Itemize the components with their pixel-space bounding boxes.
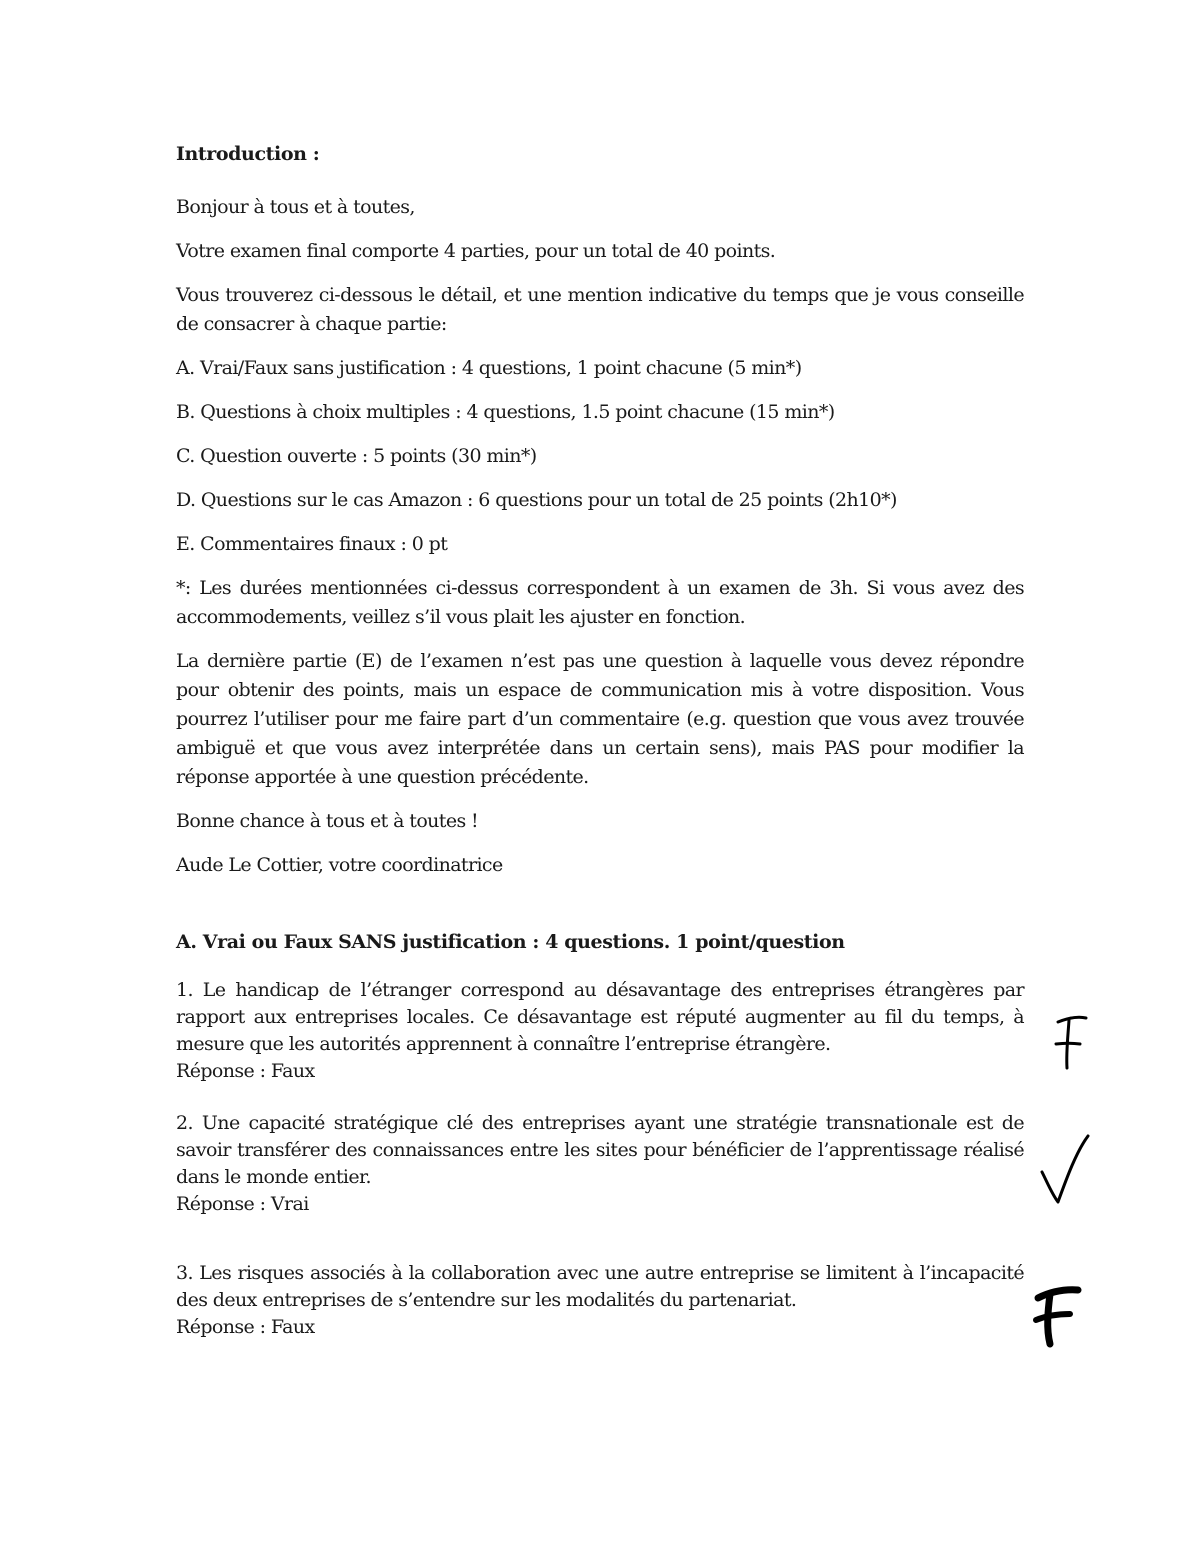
- final-part-note: La dernière partie (E) de l’examen n’est pas une question à laquelle vous devez répondre pour obtenir des points, mais un espace de communication mis à votre disposition. Vous pourrez l’utiliser pour me faire part d’un commentaire (e.g. question que vous avez trouvée ambiguë et que vous avez interprétée dans un certain sens), mais PAS pour modifier la réponse apportée à une question précédente.: [176, 650, 1024, 788]
- question-1: [176, 977, 1024, 1085]
- part-c-summary: C. Question ouverte : 5 points (30 min*): [176, 445, 537, 467]
- intro-title: Introduction :: [176, 143, 320, 165]
- question-3: [176, 1260, 1024, 1341]
- question-2-answer: Réponse : Vrai: [176, 1193, 309, 1215]
- part-e-summary: E. Commentaires finaux : 0 pt: [176, 533, 448, 555]
- part-a-summary: A. Vrai/Faux sans justification : 4 questions, 1 point chacune (5 min*): [176, 357, 802, 379]
- section-a-title: A. Vrai ou Faux SANS justification : 4 questions. 1 point/question: [176, 931, 845, 953]
- intro-details: Vous trouverez ci-dessous le détail, et une mention indicative du temps que je vous conseille de consacrer à chaque partie:: [176, 284, 1024, 335]
- document-content: [176, 140, 1024, 1366]
- handwritten-checkmark: [1036, 1130, 1094, 1210]
- question-1-text: 1. Le handicap de l’étranger correspond au désavantage des entreprises étrangères par rapport aux entreprises locales. Ce désavantage est réputé augmenter au fil du temps, à mesure que les autorités apprennent à connaître l’entreprise étrangère.: [176, 979, 1024, 1055]
- question-2-text: 2. Une capacité stratégique clé des entreprises ayant une stratégie transnationale est de savoir transférer des connaissances entre les sites pour bénéficier de l’apprentissage réalisé dans le monde entier.: [176, 1112, 1024, 1188]
- part-b-summary: B. Questions à choix multiples : 4 questions, 1.5 point chacune (15 min*): [176, 401, 835, 423]
- question-1-answer: Réponse : Faux: [176, 1060, 315, 1082]
- handwritten-f-mark-1: [1046, 1010, 1096, 1072]
- question-2: [176, 1110, 1024, 1218]
- handwritten-f-mark-2: [1030, 1284, 1086, 1350]
- intro-exam-total: Votre examen final comporte 4 parties, pour un total de 40 points.: [176, 240, 776, 262]
- signature-line: Aude Le Cottier, votre coordinatrice: [176, 854, 503, 876]
- good-luck-text: Bonne chance à tous et à toutes !: [176, 810, 479, 832]
- intro-greeting: Bonjour à tous et à toutes,: [176, 196, 415, 218]
- part-d-summary: D. Questions sur le cas Amazon : 6 questions pour un total de 25 points (2h10*): [176, 489, 897, 511]
- question-3-answer: Réponse : Faux: [176, 1316, 315, 1338]
- question-3-text: 3. Les risques associés à la collaboration avec une autre entreprise se limitent à l’incapacité des deux entreprises de s’entendre sur les modalités du partenariat.: [176, 1262, 1024, 1311]
- duration-note: *: Les durées mentionnées ci-dessus correspondent à un examen de 3h. Si vous avez des accommodements, veillez s’il vous plait les ajuster en fonction.: [176, 577, 1024, 628]
